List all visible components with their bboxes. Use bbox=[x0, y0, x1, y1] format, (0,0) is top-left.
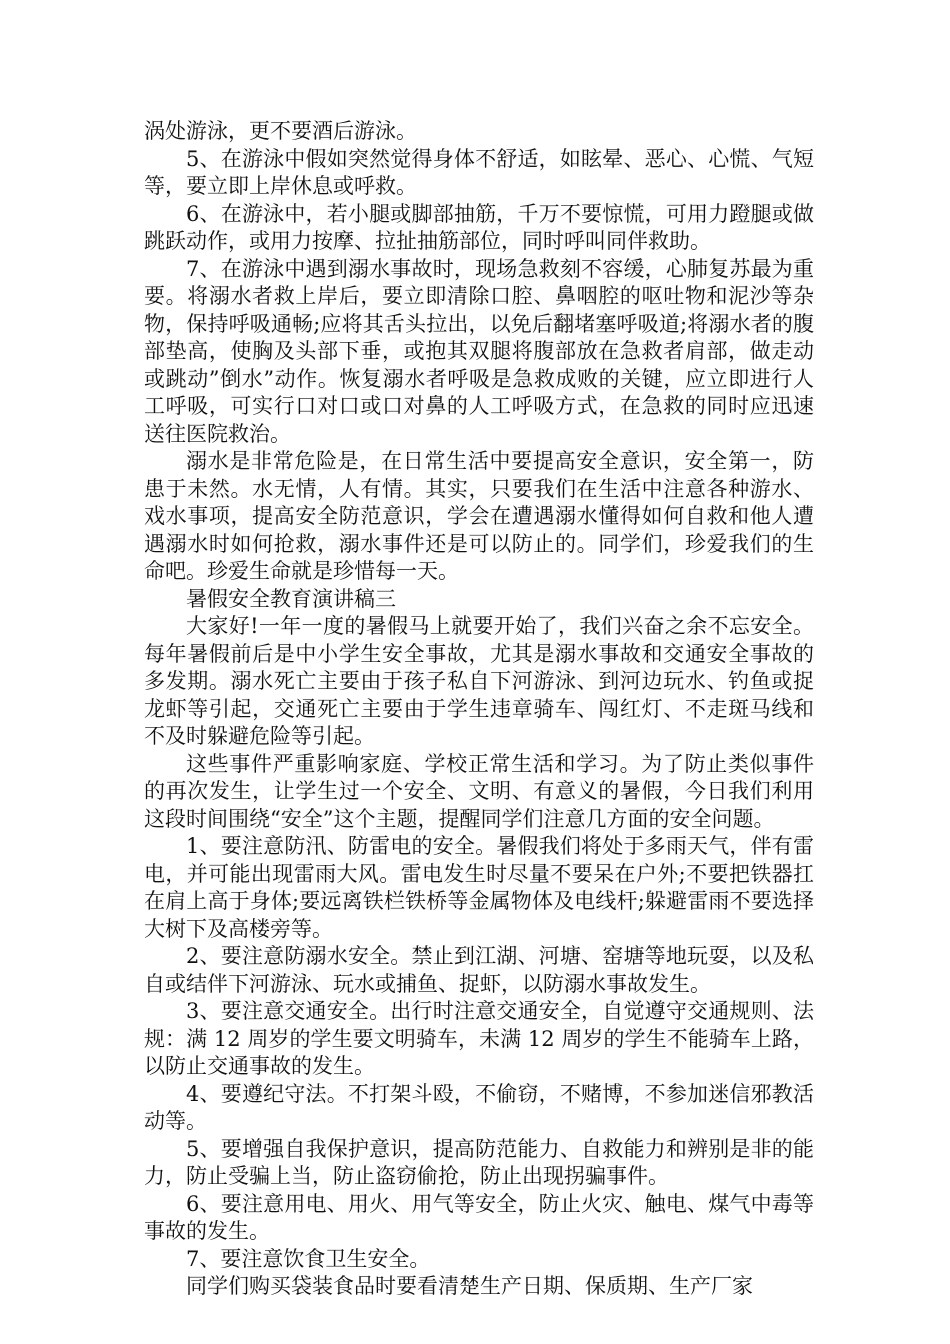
paragraph-13: 5、要增强自我保护意识，提高防范能力、自救能力和辨别是非的能力，防止受骗上当，防止盗窃偷抢，防止出现拐骗事件。 bbox=[144, 1136, 814, 1188]
paragraph-10: 2、要注意防溺水安全。禁止到江湖、河塘、窑塘等地玩耍，以及私自或结伴下河游泳、玩水或捕鱼、捉虾，以防溺水事故发生。 bbox=[144, 944, 814, 996]
document-body bbox=[144, 118, 814, 1301]
paragraph-12: 4、要遵纪守法。不打架斗殴，不偷窃，不赌博，不参加迷信邪教活动等。 bbox=[144, 1081, 814, 1133]
paragraph-1: 涡处游泳，更不要酒后游泳。 bbox=[144, 119, 417, 143]
paragraph-11: 3、要注意交通安全。出行时注意交通安全，自觉遵守交通规则、法规：满 12 周岁的学生要文明骑车，未满 12 周岁的学生不能骑车上路，以防止交通事故的发生。 bbox=[144, 999, 814, 1078]
section-heading: 暑假安全教育演讲稿三 bbox=[186, 586, 396, 611]
paragraph-7: 大家好!一年一度的暑假马上就要开始了，我们兴奋之余不忘安全。每年暑假前后是中小学生安全事故，尤其是溺水事故和交通安全事故的多发期。溺水死亡主要由于孩子私自下河游泳、到河边玩水、钓鱼或捉龙虾等引起，交通死亡主要由于学生违章骑车、闯红灯、不走斑马线和不及时躲避危险等引起。 bbox=[144, 614, 814, 748]
paragraph-4: 7、在游泳中遇到溺水事故时，现场急救刻不容缓，心肺复苏最为重要。将溺水者救上岸后，要立即清除口腔、鼻咽腔的呕吐物和泥沙等杂物，保持呼吸通畅;应将其舌头拉出，以免后翻堵塞呼吸道;将溺水者的腹部垫高，使胸及头部下垂，或抱其双腿将腹部放在急救者肩部，做走动或跳动”倒水”动作。恢复溺水者呼吸是急救成败的关键，应立即进行人工呼吸，可实行口对口或口对鼻的人工呼吸方式，在急救的同时应迅速送往医院救治。 bbox=[144, 256, 814, 446]
paragraph-5: 溺水是非常危险是，在日常生活中要提高安全意识，安全第一，防患于未然。水无情，人有情。其实，只要我们在生活中注意各种游水、戏水事项，提高安全防范意识，学会在遭遇溺水懂得如何自救和他人遭遇溺水时如何抢救，溺水事件还是可以防止的。同学们，珍爱我们的生命吧。珍爱生命就是珍惜每一天。 bbox=[144, 449, 814, 583]
paragraph-9: 1、要注意防汛、防雷电的安全。暑假我们将处于多雨天气，伴有雷电，并可能出现雷雨大风。雷电发生时尽量不要呆在户外;不要把铁器扛在肩上高于身体;要远离铁栏铁桥等金属物体及电线杆;躲避雷雨不要选择大树下及高楼旁等。 bbox=[144, 834, 814, 941]
paragraph-3: 6、在游泳中，若小腿或脚部抽筋，千万不要惊慌，可用力蹬腿或做跳跃动作，或用力按摩、拉扯抽筋部位，同时呼叫同伴救助。 bbox=[144, 201, 814, 253]
paragraph-16: 同学们购买袋装食品时要看清楚生产日期、保质期、生产厂家 bbox=[186, 1274, 753, 1298]
paragraph-15: 7、要注意饮食卫生安全。 bbox=[186, 1246, 431, 1271]
paragraph-8: 这些事件严重影响家庭、学校正常生活和学习。为了防止类似事件的再次发生，让学生过一个安全、文明、有意义的暑假，今日我们利用这段时间围绕“安全”这个主题，提醒同学们注意几方面的安全问题。 bbox=[144, 751, 814, 831]
paragraph-2: 5、在游泳中假如突然觉得身体不舒适，如眩晕、恶心、心慌、气短等，要立即上岸休息或呼救。 bbox=[144, 146, 814, 198]
paragraph-14: 6、要注意用电、用火、用气等安全，防止火灾、触电、煤气中毒等事故的发生。 bbox=[144, 1191, 814, 1243]
